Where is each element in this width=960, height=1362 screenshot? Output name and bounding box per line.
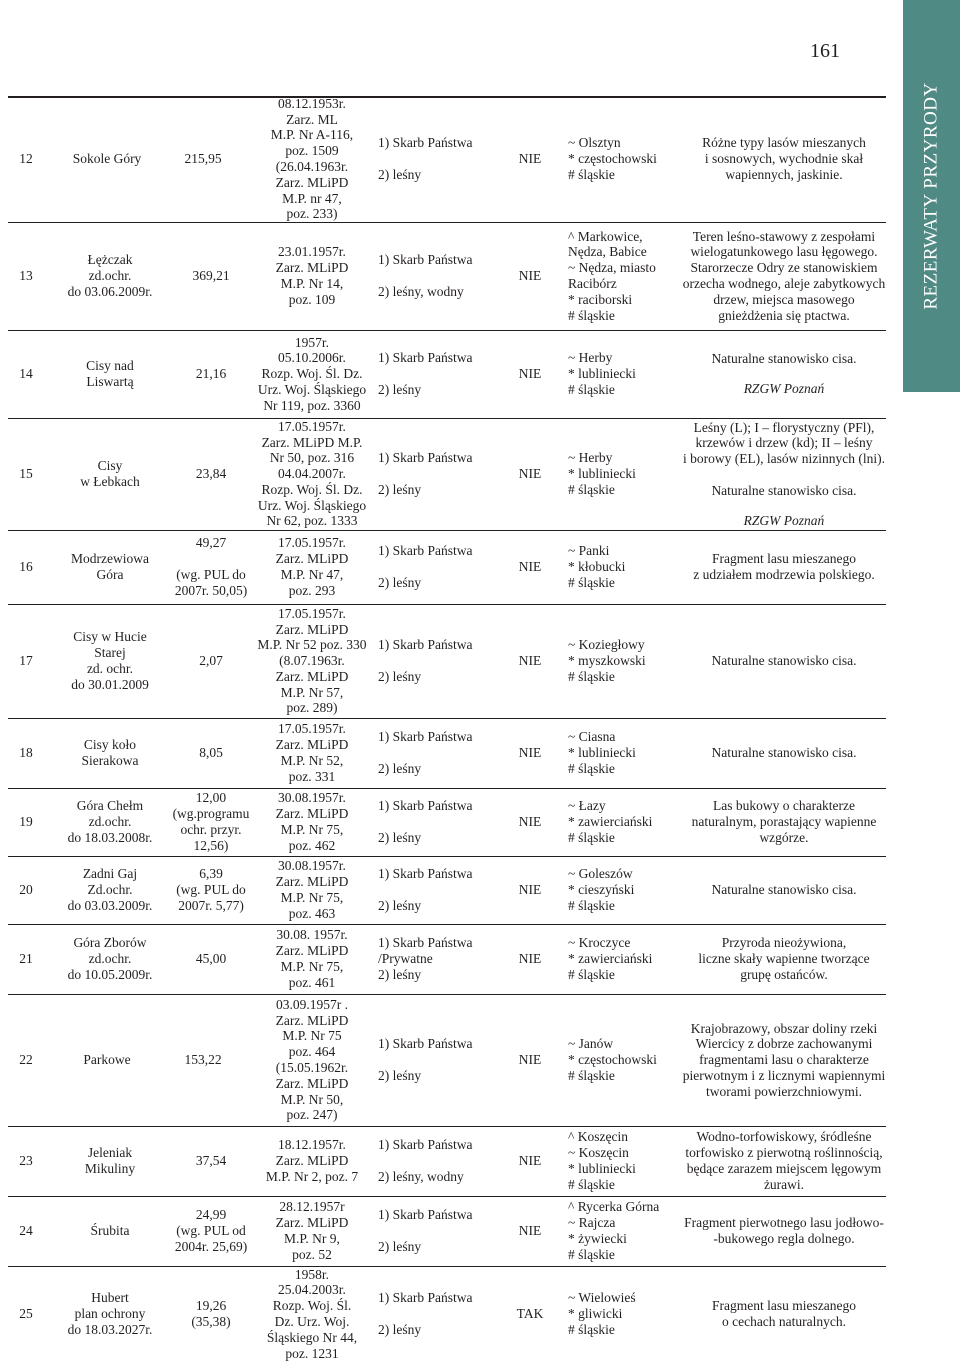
reserve-area (166, 1126, 256, 1196)
reserve-area (166, 1266, 256, 1362)
reserve-number (8, 530, 44, 604)
reserve-description-text: Krajobrazowy, obszar doliny rzeki Wiercicy z dobrze zachowanymi fragmentami lasu o charakterze pierwotnym i z licznymi wapiennymi tworami powierzchniowymi. (682, 1020, 886, 1099)
legal-basis (256, 924, 368, 994)
reserve-description-text: Naturalne stanowisko cisa. (711, 882, 857, 898)
ownership (378, 604, 498, 718)
ownership (378, 718, 498, 788)
conservation-plan-text: NIE (518, 653, 542, 669)
reserve-description (678, 994, 890, 1126)
water-authority-note: RZGW Poznań (743, 381, 825, 396)
reserve-description (678, 1196, 890, 1266)
reserve-description-text: Fragment lasu mieszanego z udziałem modrzewia polskiego. (693, 551, 875, 582)
ownership (378, 994, 498, 1126)
ownership-text: 1) Skarb Państwa 2) leśny, wodny (378, 252, 473, 299)
ownership (378, 1196, 498, 1266)
ownership (378, 1126, 498, 1196)
reserve-name (48, 1266, 172, 1362)
ownership (378, 330, 498, 418)
water-authority-note: RZGW Poznań (743, 512, 825, 528)
reserve-area (166, 604, 256, 718)
conservation-plan (506, 530, 554, 604)
location-text: ^ Rycerka Górna ~ Rajcza * żywiecki # śląskie (568, 1199, 660, 1262)
legal-basis (256, 418, 368, 530)
legal-basis (256, 1266, 368, 1362)
location-text: ~ Olsztyn * częstochowski # śląskie (568, 135, 657, 182)
table-row (8, 1126, 886, 1196)
reserve-number (8, 718, 44, 788)
reserve-area-text: 19,26 (35,38) (191, 1298, 231, 1329)
table-row (8, 530, 886, 604)
reserve-area-text: 45,00 (195, 951, 227, 967)
legal-basis-text: 1957r. 05.10.2006r. Rozp. Woj. Śl. Dz. Urz. Woj. Śląskiego Nr 119, poz. 3360 (257, 334, 367, 413)
reserve-name (48, 718, 172, 788)
reserve-name (48, 788, 172, 856)
reserve-name-text: Cisy koło Sierakowa (81, 737, 139, 768)
location-text: ~ Wielowieś * gliwicki # śląskie (568, 1290, 636, 1337)
reserve-area (166, 222, 256, 330)
reserve-number-text: 24 (19, 1223, 33, 1239)
table-row (8, 718, 886, 788)
reserve-number-text: 22 (19, 1052, 33, 1068)
conservation-plan (506, 418, 554, 530)
legal-basis (256, 1196, 368, 1266)
location-text: ~ Panki * kłobucki # śląskie (568, 543, 626, 590)
legal-basis (256, 718, 368, 788)
ownership-text: 1) Skarb Państwa 2) leśny (378, 798, 473, 845)
ownership (378, 856, 498, 924)
reserve-name-text: Modrzewiowa Góra (71, 551, 149, 582)
reserve-number-text: 13 (19, 268, 33, 284)
reserve-number-text: 14 (19, 366, 33, 382)
legal-basis-text: 30.08.1957r. Zarz. MLiPD M.P. Nr 75, poz. 463 (275, 858, 349, 921)
table-row (8, 96, 886, 222)
location (568, 1196, 686, 1266)
reserve-area-text: 2,07 (199, 653, 223, 669)
legal-basis-text: 17.05.1957r. Zarz. MLiPD M.P. Nr 52, poz. 331 (275, 721, 349, 784)
conservation-plan (506, 924, 554, 994)
reserve-description (678, 788, 890, 856)
reserve-area-text: 37,54 (195, 1153, 227, 1169)
ownership-text: 1) Skarb Państwa /Prywatne 2) leśny (378, 935, 473, 982)
reserve-description (678, 418, 890, 530)
conservation-plan-text: NIE (518, 814, 542, 830)
table-row (8, 222, 886, 330)
legal-basis-text: 1958r. 25.04.2003r. Rozp. Woj. Śl. Dz. Urz. Woj. Śląskiego Nr 44, poz. 1231 (266, 1266, 358, 1361)
legal-basis (256, 222, 368, 330)
reserve-number (8, 1266, 44, 1362)
conservation-plan-text: NIE (518, 366, 542, 382)
ownership (378, 924, 498, 994)
location (568, 718, 686, 788)
reserve-number-text: 18 (19, 745, 33, 761)
reserve-description-text: Leśny (L); I – florystyczny (PFl), krzewów i drzew (kd); II – leśny i borowy (EL), lasów nizinnych (lni). Naturalne stanowisko cisa. (682, 419, 886, 498)
ownership-text: 1) Skarb Państwa 2) leśny (378, 866, 473, 913)
reserve-name (48, 1196, 172, 1266)
ownership (378, 418, 498, 530)
legal-basis (256, 530, 368, 604)
reserve-description-text: Naturalne stanowisko cisa. (711, 745, 857, 761)
conservation-plan (506, 1126, 554, 1196)
reserve-description (678, 924, 890, 994)
reserve-number-text: 12 (19, 151, 33, 167)
reserve-name (48, 418, 172, 530)
conservation-plan (506, 788, 554, 856)
location (568, 788, 686, 856)
reserve-name-text: Zadni Gaj Zd.ochr. do 03.03.2009r. (67, 866, 153, 913)
ownership-text: 1) Skarb Państwa 2) leśny (378, 1290, 473, 1337)
reserve-description-text: Teren leśno-stawowy z zespołami wielogatunkowego lasu łęgowego. Starorzecze Odry ze stanowiskiem orzecha wodnego, aleje zabytkowych drzew, miejsca masowego gnieżdżenia się ptactwa. (682, 228, 886, 323)
conservation-plan-text: NIE (518, 466, 542, 482)
table-row (8, 924, 886, 994)
reserve-name (48, 96, 166, 222)
reserve-name (48, 924, 172, 994)
location (568, 330, 686, 418)
ownership (378, 788, 498, 856)
reserve-area-text: 23,84 (195, 466, 227, 482)
conservation-plan (506, 718, 554, 788)
location (568, 1266, 686, 1362)
reserve-area-text: 215,95 (184, 151, 222, 167)
location-text: ~ Koziegłowy * myszkowski # śląskie (568, 637, 646, 684)
reserve-name-text: Sokole Góry (72, 151, 142, 167)
page-number: 161 (810, 40, 840, 62)
conservation-plan-text: NIE (518, 559, 542, 575)
conservation-plan (506, 994, 554, 1126)
reserve-area (166, 856, 256, 924)
legal-basis-text: 28.12.1957r Zarz. MLiPD M.P. Nr 9, poz. 52 (275, 1199, 349, 1262)
table-row (8, 1266, 886, 1362)
conservation-plan (506, 330, 554, 418)
reserve-description (678, 604, 890, 718)
location (568, 530, 686, 604)
reserve-number-text: 21 (19, 951, 33, 967)
reserve-area-text: 24,99 (wg. PUL od 2004r. 25,69) (174, 1207, 248, 1254)
reserve-description (678, 1266, 890, 1362)
table-row (8, 788, 886, 856)
legal-basis-text: 30.08. 1957r. Zarz. MLiPD M.P. Nr 75, poz. 461 (275, 927, 349, 990)
reserve-area-text: 6,39 (wg. PUL do 2007r. 5,77) (176, 866, 246, 913)
reserve-description (678, 718, 890, 788)
location (568, 924, 686, 994)
reserve-description-text: Naturalne stanowisko cisa. (711, 653, 857, 669)
legal-basis (256, 330, 368, 418)
reserve-number (8, 924, 44, 994)
reserve-area (166, 330, 256, 418)
reserve-description (678, 96, 890, 222)
reserve-name (48, 222, 172, 330)
conservation-plan-text: NIE (518, 1223, 542, 1239)
reserve-area (166, 1196, 256, 1266)
reserve-number-text: 25 (19, 1306, 33, 1322)
reserve-name (48, 530, 172, 604)
ownership-text: 1) Skarb Państwa 2) leśny (378, 1207, 473, 1254)
conservation-plan-text: NIE (518, 151, 542, 167)
legal-basis-text: 03.09.1957r . Zarz. MLiPD M.P. Nr 75 poz. 464 (15.05.1962r. Zarz. MLiPD M.P. Nr 50, poz. 247) (275, 996, 349, 1123)
ownership-text: 1) Skarb Państwa 2) leśny (378, 729, 473, 776)
reserve-description-text: Naturalne stanowisko cisa. (711, 351, 857, 367)
location-text: ~ Łazy * zawierciański # śląskie (568, 798, 653, 845)
reserve-name-text: Śrubita (90, 1223, 130, 1239)
reserve-name-text: Cisy w Łebkach (80, 458, 140, 489)
table-row (8, 1196, 886, 1266)
reserve-number (8, 788, 44, 856)
ownership-text: 1) Skarb Państwa 2) leśny (378, 637, 473, 684)
reserve-number (8, 856, 44, 924)
table-row (8, 330, 886, 418)
location (568, 96, 686, 222)
location (568, 418, 686, 530)
legal-basis (256, 1126, 368, 1196)
legal-basis-text: 17.05.1957r. Zarz. MLiPD M.P. Nr 47, poz. 293 (275, 535, 349, 598)
reserve-area (158, 994, 248, 1126)
reserve-area-text: 8,05 (199, 745, 223, 761)
table-row (8, 994, 886, 1126)
reserve-area-text: 153,22 (184, 1052, 222, 1068)
conservation-plan (506, 856, 554, 924)
ownership-text: 1) Skarb Państwa 2) leśny (378, 350, 473, 397)
reserve-name (48, 994, 166, 1126)
conservation-plan-text: NIE (518, 882, 542, 898)
location (568, 604, 686, 718)
location-text: ~ Herby * lubliniecki # śląskie (568, 350, 636, 397)
reserve-number (8, 994, 44, 1126)
conservation-plan (506, 222, 554, 330)
reserve-description (678, 222, 890, 330)
reserve-name-text: Łężczak zd.ochr. do 03.06.2009r. (67, 252, 153, 299)
location-text: ~ Goleszów * cieszyński # śląskie (568, 866, 635, 913)
legal-basis-text: 30.08.1957r. Zarz. MLiPD M.P. Nr 75, poz. 462 (275, 790, 349, 853)
reserve-description-text: Wodno-torfowiskowy, śródleśne torfowisko z pierwotną roślinnością, będące zarazem miejscem lęgowym żurawi. (685, 1129, 883, 1192)
ownership-text: 1) Skarb Państwa 2) leśny (378, 543, 473, 590)
reserve-area (166, 530, 256, 604)
legal-basis (256, 856, 368, 924)
reserve-number-text: 15 (19, 466, 33, 482)
section-title-vertical (903, 0, 960, 392)
conservation-plan-text: NIE (518, 951, 542, 967)
reserve-number (8, 418, 44, 530)
reserve-name (48, 1126, 172, 1196)
ownership (378, 530, 498, 604)
reserve-number-text: 20 (19, 882, 33, 898)
reserve-name (48, 604, 172, 718)
ownership-text: 1) Skarb Państwa 2) leśny (378, 450, 473, 497)
table-row (8, 418, 886, 530)
location-text: ~ Janów * częstochowski # śląskie (568, 1036, 657, 1083)
location (568, 994, 686, 1126)
reserve-number (8, 1196, 44, 1266)
conservation-plan-text: NIE (518, 745, 542, 761)
reserve-area (166, 788, 256, 856)
reserve-name-text: Parkowe (83, 1052, 131, 1068)
reserve-number (8, 604, 44, 718)
legal-basis-text: 17.05.1957r. Zarz. MLiPD M.P. Nr 50, poz. 316 04.04.2007r. Rozp. Woj. Śl. Dz. Urz. Woj. Śląskiego Nr 62, poz. 1333 (257, 418, 367, 529)
reserve-area (166, 924, 256, 994)
reserve-area (166, 718, 256, 788)
reserve-area-text: 49,27 (wg. PUL do 2007r. 50,05) (174, 535, 248, 598)
reserve-description (678, 330, 890, 418)
location (568, 1126, 686, 1196)
table-row (8, 604, 886, 718)
legal-basis (256, 994, 368, 1126)
legal-basis-text: 08.12.1953r. Zarz. ML M.P. Nr A-116, poz. 1509 (26.04.1963r. Zarz. MLiPD M.P. nr 47, poz. 233) (270, 95, 354, 222)
reserve-area-text: 21,16 (195, 366, 227, 382)
reserve-name (48, 330, 172, 418)
legal-basis (256, 96, 368, 222)
reserve-number (8, 1126, 44, 1196)
reserve-description-text: Różne typy lasów mieszanych i sosnowych, wychodnie skał wapiennych, jaskinie. (702, 135, 866, 182)
reserve-area-text: 369,21 (192, 268, 230, 284)
reserve-description-text: Las bukowy o charakterze naturalnym, porastający wapienne wzgórze. (691, 798, 877, 845)
location-text: ^ Markowice, Nędza, Babice ~ Nędza, miasto Racibórz * raciborski # śląskie (568, 228, 656, 323)
legal-basis-text: 17.05.1957r. Zarz. MLiPD M.P. Nr 52 poz. 330 (8.07.1963r. Zarz. MLiPD M.P. Nr 57, poz. 289) (257, 605, 367, 716)
ownership-text: 1) Skarb Państwa 2) leśny, wodny (378, 1137, 473, 1184)
conservation-plan-text: NIE (518, 1153, 542, 1169)
conservation-plan-text: NIE (518, 268, 542, 284)
reserve-number-text: 23 (19, 1153, 33, 1169)
location (568, 222, 686, 330)
reserve-description (678, 856, 890, 924)
ownership (378, 1266, 498, 1362)
location-text: ~ Kroczyce * zawierciański # śląskie (568, 935, 653, 982)
reserve-description (678, 530, 890, 604)
reserve-name-text: Góra Chełm zd.ochr. do 18.03.2008r. (67, 798, 153, 845)
conservation-plan-text: TAK (516, 1306, 544, 1322)
ownership (378, 222, 498, 330)
location-text: ^ Koszęcin ~ Koszęcin * lubliniecki # śląskie (568, 1129, 636, 1192)
reserve-name-text: Cisy w Hucie Starej zd. ochr. do 30.01.2009 (71, 629, 149, 692)
reserve-description-text: Fragment pierwotnego lasu jodłowo- -bukowego regla dolnego. (684, 1215, 884, 1246)
reserve-description-text: Fragment lasu mieszanego o cechach naturalnych. (712, 1298, 856, 1329)
reserve-name-text: Cisy nad Liswartą (86, 358, 134, 389)
section-title: REZERWATY PRZYRODY (920, 82, 942, 310)
reserve-name-text: Góra Zborów zd.ochr. do 10.05.2009r. (67, 935, 153, 982)
reserve-number-text: 19 (19, 814, 33, 830)
legal-basis (256, 604, 368, 718)
reserve-area (158, 96, 248, 222)
conservation-plan (506, 1196, 554, 1266)
reserve-name-text: Hubert plan ochrony do 18.03.2027r. (67, 1290, 153, 1337)
conservation-plan (506, 96, 554, 222)
conservation-plan (506, 604, 554, 718)
legal-basis (256, 788, 368, 856)
reserve-area (166, 418, 256, 530)
reserve-description (678, 1126, 890, 1196)
reserve-number (8, 222, 44, 330)
ownership (378, 96, 498, 222)
reserve-number (8, 330, 44, 418)
reserve-number-text: 17 (19, 653, 33, 669)
reserve-name-text: Jeleniak Mikuliny (84, 1145, 136, 1176)
table-row (8, 856, 886, 924)
reserve-name (48, 856, 172, 924)
legal-basis-text: 18.12.1957r. Zarz. MLiPD M.P. Nr 2, poz. 7 (265, 1137, 359, 1184)
reserve-area-text: 12,00 (wg.programu ochr. przyr. 12,56) (172, 790, 250, 853)
ownership-text: 1) Skarb Państwa 2) leśny (378, 1036, 473, 1083)
location (568, 856, 686, 924)
legal-basis-text: 23.01.1957r. Zarz. MLiPD M.P. Nr 14, poz. 109 (275, 244, 349, 307)
conservation-plan (506, 1266, 554, 1362)
reserve-number-text: 16 (19, 559, 33, 575)
location-text: ~ Herby * lubliniecki # śląskie (568, 450, 636, 497)
reserve-description-text: Przyroda nieożywiona, liczne skały wapienne tworzące grupę ostańców. (698, 935, 870, 982)
conservation-plan-text: NIE (518, 1052, 542, 1068)
location-text: ~ Ciasna * lubliniecki # śląskie (568, 729, 636, 776)
ownership-text: 1) Skarb Państwa 2) leśny (378, 135, 473, 182)
reserve-number (8, 96, 44, 222)
